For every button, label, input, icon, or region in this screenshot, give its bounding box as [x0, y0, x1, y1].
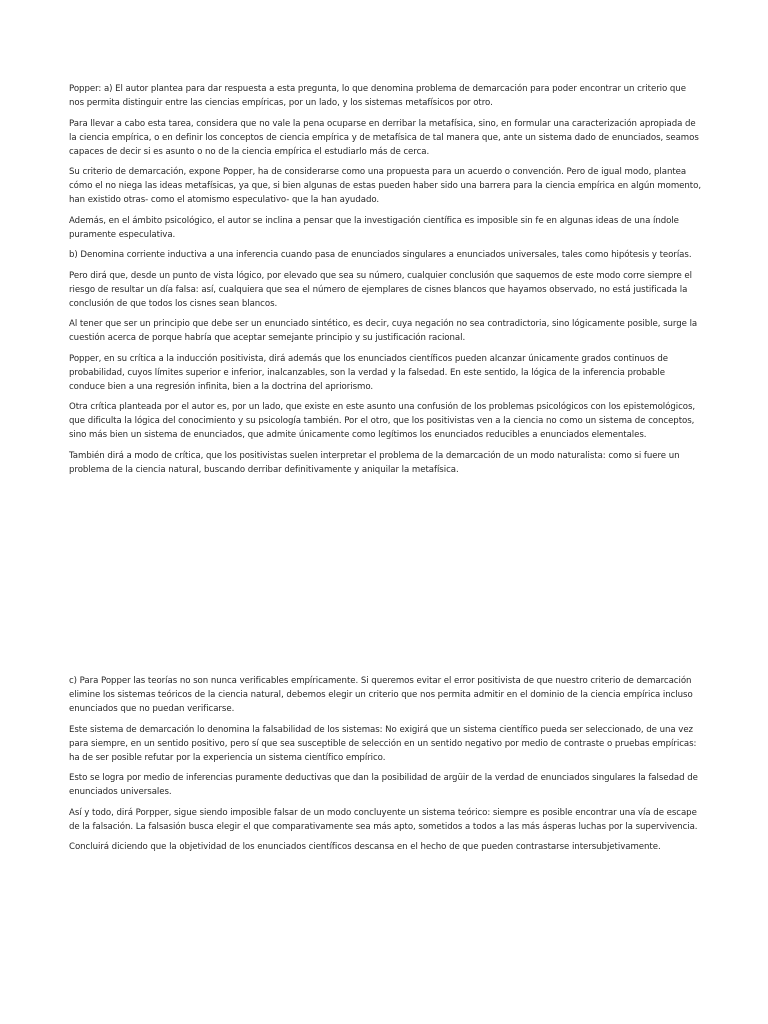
paragraph-deductive: Esto se logra por medio de inferencias puramente deductivas que dan la posibilidad de argüir de la verdad de enunciados singulares la falsedad de enunciados universales.	[69, 773, 698, 797]
paragraph-objectivity: Concluirá diciendo que la objetividad de los enunciados científicos descansa en el hecho de que pueden contrastarse intersubjetivamente.	[69, 842, 661, 852]
section-top	[69, 82, 701, 483]
paragraph-inductive: b) Denomina corriente inductiva a una inferencia cuando pasa de enunciados singulares a enunciados universales, tales como hipótesis y teorías.	[69, 250, 692, 260]
paragraph-swans: Pero dirá que, desde un punto de vista lógico, por elevado que sea su número, cualquier conclusión que saquemos de este modo corre siempre el riesgo de resultar un día falsa: así, cualquiera que sea el número de ejemplares de cisnes blancos que hayamos observado, no está justificada la conclusión de que todos los cisnes sean blancos.	[69, 270, 693, 309]
paragraph-verifiability: c) Para Popper las teorías no son nunca verificables empíricamente. Si queremos evitar el error positivista de que nuestro criterio de demarcación elimine los sistemas teóricos de la ciencia natural, debemos elegir un criterio que nos permita admitir en el dominio de la ciencia empírica incluso enunciados que no puedan verificarse.	[69, 676, 693, 714]
paragraph-confusion: Otra crítica planteada por el autor es, por un lado, que existe en este asunto una confusión de los problemas psicológicos con los epistemológicos, que dificulta la lógica del conocimiento y su psicología también. Por el otro, que los positivistas ven a la ciencia no como un sistema de conceptos, sino más bien un sistema de enunciados, que admite únicamente como legítimos los enunciados reducibles a enunciados elementales.	[69, 402, 696, 440]
paragraph-task: Para llevar a cabo esta tarea, considera que no vale la pena ocuparse en derribar la metafísica, sino, en formular una caracterización apropiada de la ciencia empírica, o en definir los conceptos de ciencia empírica y de metafísica de tal manera que, ante un sistema dado de enunciados, seamos capaces de decir si es asunto o no de la ciencia empírica el estudiarlo más de cerca.	[69, 118, 699, 157]
section-bottom	[69, 674, 701, 861]
paragraph-probability: Popper, en su crítica a la inducción positivista, dirá además que los enunciados científicos pueden alcanzar únicamente grados continuos de probabilidad, cuyos límites superior e inferior, inalcanzables, son la verdad y la falsedad. En este sentido, la lógica de la inferencia probable conduce bien a una regresión infinita, bien a la doctrina del apriorismo.	[69, 353, 669, 392]
paragraph-falsifiability: Este sistema de demarcación lo denomina la falsabilidad de los sistemas: No exigirá que un sistema científico pueda ser seleccionado, de una vez para siempre, en un sentido positivo, pero sí que sea susceptible de selección en un sentido negativo por medio de contraste o pruebas empíricas: ha de ser posible refutar por la experiencia un sistema científico empírico.	[69, 724, 697, 763]
paragraph-psychological: Además, en el ámbito psicológico, el autor se inclina a pensar que la investigación científica es imposible sin fe en algunas ideas de una índole puramente especulativa.	[69, 215, 679, 240]
paragraph-synthetic: Al tener que ser un principio que debe ser un enunciado sintético, es decir, cuya negación no sea contradictoria, sino lógicamente posible, surge la cuestión acerca de porque habría que aceptar semejante principio y su justificación racional.	[69, 319, 698, 343]
paragraph-naturalist: También dirá a modo de crítica, que los positivistas suelen interpretar el problema de la demarcación de un modo naturalista: como si fuere un problema de la ciencia natural, buscando derribar definitivamente y aniquilar la metafísica.	[69, 450, 680, 475]
paragraph-criterion: Su criterio de demarcación, expone Popper, ha de considerarse como una propuesta para un acuerdo o convención. Pero de igual modo, plantea cómo el no niega las ideas metafísicas, ya que, si bien algunas de estas pueden haber sido una barrera para la ciencia empírica en algún momento, han existido otras- como el atomismo especulativo- que la han ayudado.	[69, 167, 702, 205]
paragraph-escape: Así y todo, dirá Porpper, sigue siendo imposible falsar de un modo concluyente un sistema teórico: siempre es posible encontrar una vía de escape de la falsación. La falsasión busca elegir el que comparativamente sea más apto, sometidos a todos a las más ásperas luchas por la supervivencia.	[69, 807, 698, 832]
paragraph-intro-demarcation: Popper: a) El autor plantea para dar respuesta a esta pregunta, lo que denomina problema de demarcación para poder encontrar un criterio que nos permita distinguir entre las ciencias empíricas, por un lado, y los sistemas metafísicos por otro.	[69, 84, 686, 108]
